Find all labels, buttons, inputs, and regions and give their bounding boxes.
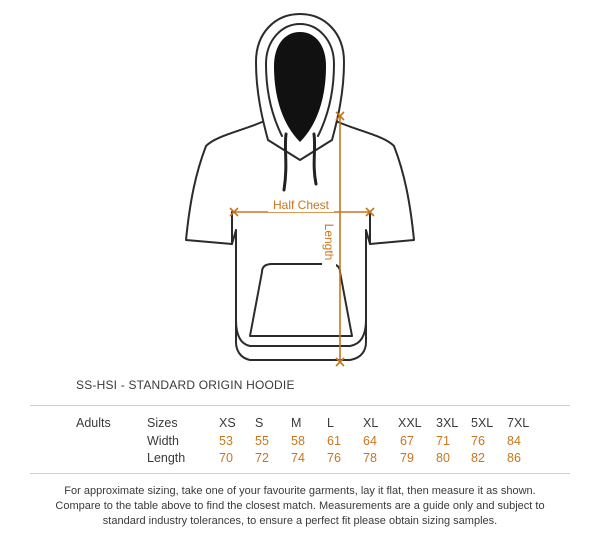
drawstring-right [314, 134, 316, 184]
size-table-row-length [0, 451, 600, 467]
drawstring-left [284, 134, 286, 190]
length-m: 74 [291, 451, 305, 465]
width-m: 58 [291, 434, 305, 448]
size-xl: XL [363, 416, 379, 430]
length-label: Length [322, 223, 336, 261]
length-xl: 78 [363, 451, 377, 465]
size-table-row-sizes [0, 416, 600, 432]
footer-line-2: Compare to the table above to find the closest match. Measurements are a guide only and subject to [55, 500, 545, 512]
width-5xl: 76 [471, 434, 485, 448]
row-label-width: Width [147, 434, 179, 448]
length-l: 76 [327, 451, 341, 465]
divider-top [30, 405, 570, 406]
divider-bottom [30, 473, 570, 474]
row-label-sizes: Sizes [147, 416, 178, 430]
size-5xl: 5XL [471, 416, 494, 430]
size-s: S [255, 416, 264, 430]
length-3xl: 80 [436, 451, 450, 465]
size-3xl: 3XL [436, 416, 459, 430]
size-7xl: 7XL [507, 416, 530, 430]
kangaroo-pocket [250, 264, 352, 336]
size-xs: XS [219, 416, 236, 430]
size-table-row-width [0, 434, 600, 450]
length-s: 72 [255, 451, 269, 465]
footer-line-3: standard industry tolerances, to ensure a perfect fit please obtain sizing samples. [102, 515, 498, 527]
half-chest-label: Half Chest [272, 198, 330, 212]
length-xs: 70 [219, 451, 233, 465]
width-s: 55 [255, 434, 269, 448]
group-label-adults: Adults [76, 416, 111, 430]
row-label-length: Length [147, 451, 186, 465]
product-code-title: SS-HSI - STANDARD ORIGIN HOODIE [76, 378, 295, 392]
width-l: 61 [327, 434, 341, 448]
width-3xl: 71 [436, 434, 450, 448]
size-l: L [327, 416, 334, 430]
length-xxl: 79 [400, 451, 414, 465]
size-m: M [291, 416, 302, 430]
width-7xl: 84 [507, 434, 521, 448]
width-xxl: 67 [400, 434, 414, 448]
sizing-instructions [20, 484, 580, 529]
footer-line-1: For approximate sizing, take one of your favourite garments, lay it flat, then measure it as shown. [64, 485, 536, 497]
length-7xl: 86 [507, 451, 521, 465]
size-xxl: XXL [398, 416, 422, 430]
width-xs: 53 [219, 434, 233, 448]
length-5xl: 82 [471, 451, 485, 465]
width-xl: 64 [363, 434, 377, 448]
